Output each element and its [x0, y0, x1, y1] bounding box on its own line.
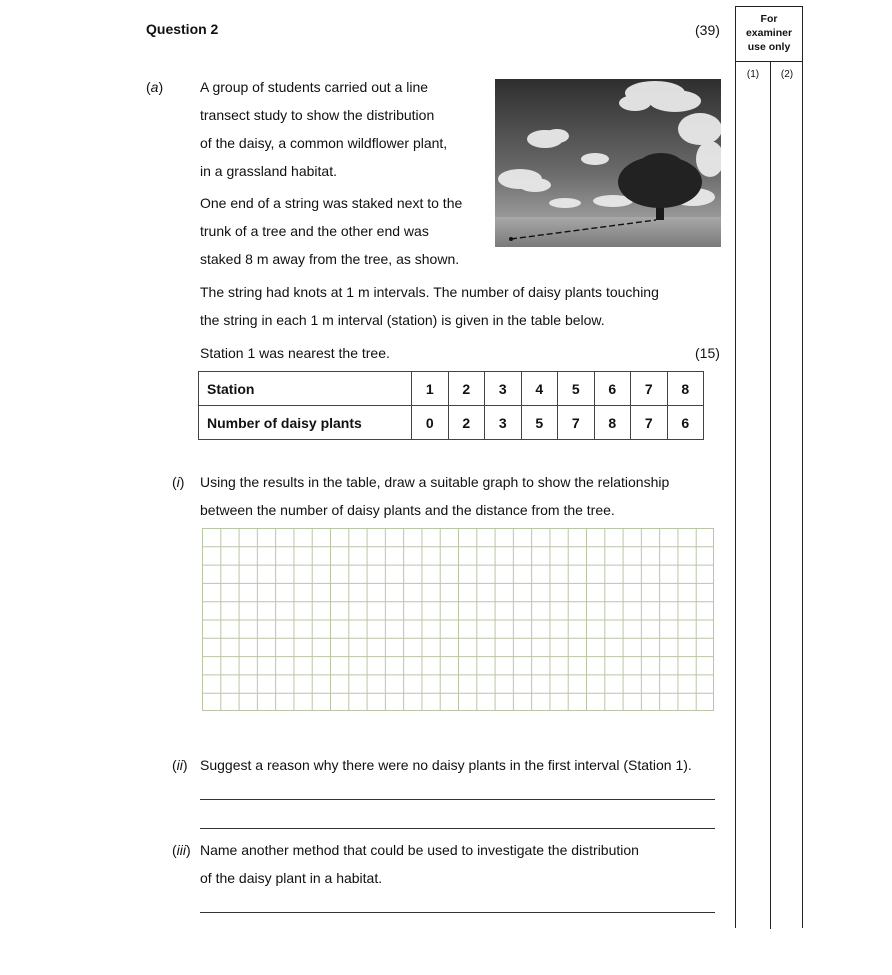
- row-header-station: Station: [199, 372, 412, 406]
- part-iii-text: [200, 836, 639, 892]
- graph-grid[interactable]: [202, 528, 714, 711]
- part-iii-label: (iii): [172, 842, 191, 858]
- examiner-header-line: For: [760, 13, 778, 25]
- station-cell: 1: [412, 372, 449, 406]
- part-iii-letter: iii: [176, 842, 187, 858]
- method-line: trunk of a tree and the other end was: [200, 223, 429, 239]
- answer-line[interactable]: [200, 912, 715, 913]
- part-iii-line: Name another method that could be used to investigate the distribution: [200, 842, 639, 858]
- count-cell: 5: [521, 406, 558, 440]
- part-i-label: (i): [172, 474, 185, 490]
- part-iii-line: of the daisy plant in a habitat.: [200, 870, 383, 886]
- part-i-line: between the number of daisy plants and the distance from the tree.: [200, 502, 615, 518]
- question-title: Question 2: [146, 21, 219, 37]
- answer-line[interactable]: [200, 828, 715, 829]
- transect-photo: [495, 79, 721, 247]
- station-cell: 3: [485, 372, 522, 406]
- part-a-label: [146, 79, 163, 95]
- part-a-letter: a: [150, 79, 159, 95]
- count-cell: 7: [631, 406, 668, 440]
- knot-line: the string in each 1 m interval (station) is given in the table below.: [200, 312, 605, 328]
- examiner-col-1-label: (1): [746, 69, 760, 80]
- station-cell: 4: [521, 372, 558, 406]
- station-cell: 7: [631, 372, 668, 406]
- part-ii-label: (ii): [172, 757, 188, 773]
- count-cell: 6: [667, 406, 704, 440]
- part-a-marks: (15): [695, 345, 720, 361]
- question-total-marks: (39): [695, 22, 720, 38]
- knot-line: The string had knots at 1 m intervals. The number of daisy plants touching: [200, 284, 659, 300]
- station-cell: 5: [558, 372, 595, 406]
- station-cell: 6: [594, 372, 631, 406]
- intro-line: in a grassland habitat.: [200, 163, 337, 179]
- part-ii-text: Suggest a reason why there were no daisy plants in the first interval (Station 1).: [200, 757, 692, 773]
- part-a-method: [200, 189, 462, 273]
- count-cell: 8: [594, 406, 631, 440]
- examiner-header-line: use only: [747, 41, 791, 53]
- station-cell: 2: [448, 372, 485, 406]
- table-row-stations: [199, 372, 704, 406]
- row-header-daisy-count: Number of daisy plants: [199, 406, 412, 440]
- count-cell: 2: [448, 406, 485, 440]
- method-line: staked 8 m away from the tree, as shown.: [200, 251, 460, 267]
- part-ii-letter: ii: [176, 757, 183, 773]
- part-i-text: [200, 468, 669, 524]
- station-cell: 8: [667, 372, 704, 406]
- part-i-line: Using the results in the table, draw a suitable graph to show the relationship: [200, 474, 670, 490]
- count-cell: 0: [412, 406, 449, 440]
- part-a-close: ): [158, 79, 164, 95]
- table-row-counts: [199, 406, 704, 440]
- answer-line[interactable]: [200, 799, 715, 800]
- intro-line: transect study to show the distribution: [200, 107, 435, 123]
- examiner-col-2-label: (2): [780, 69, 794, 80]
- examiner-header-line: examiner: [745, 27, 793, 39]
- examiner-divider: [770, 62, 771, 929]
- part-a-intro: [200, 73, 447, 185]
- part-a-knots: [200, 278, 659, 334]
- examiner-column: [735, 6, 803, 928]
- station-note: Station 1 was nearest the tree.: [200, 345, 390, 361]
- part-a-open: (: [146, 79, 151, 95]
- method-line: One end of a string was staked next to the: [200, 195, 463, 211]
- daisy-data-table: [198, 371, 704, 440]
- examiner-header: [736, 7, 802, 62]
- intro-line: of the daisy, a common wildflower plant,: [200, 135, 448, 151]
- count-cell: 3: [485, 406, 522, 440]
- intro-line: A group of students carried out a line: [200, 79, 429, 95]
- count-cell: 7: [558, 406, 595, 440]
- part-i-letter: i: [176, 474, 180, 490]
